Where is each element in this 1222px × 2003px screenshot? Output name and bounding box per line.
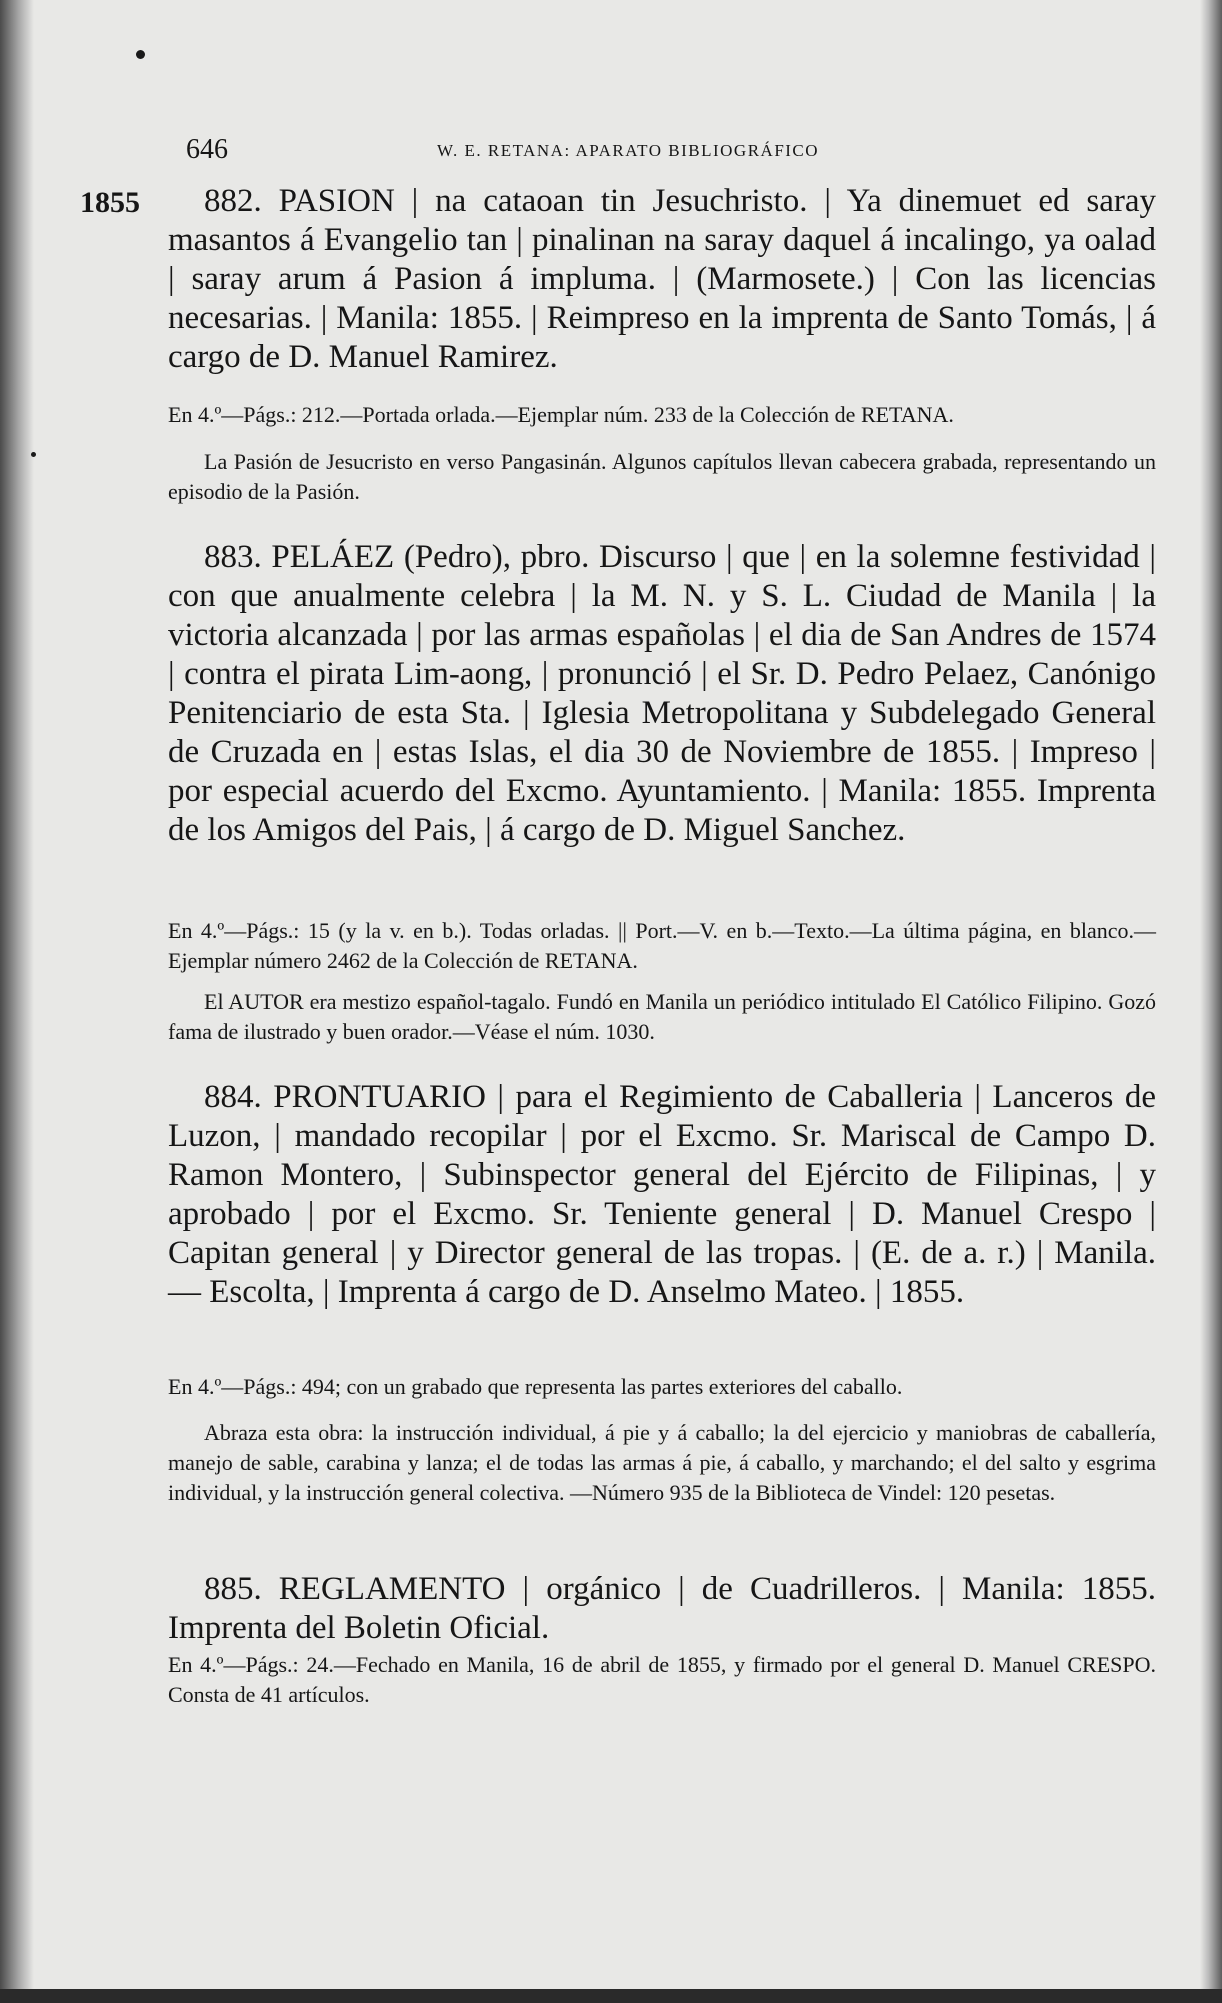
entry-884-description: En 4.º—Págs.: 494; con un grabado que representa las partes exteriores del caballo. bbox=[168, 1374, 903, 1399]
entry-885-title: 885. REGLAMENTO | orgánico | de Cuadrilleros. | Manila: 1855. Imprenta del Boletin Oficial. bbox=[168, 1571, 1156, 1646]
year-margin-note: 1855 bbox=[80, 186, 140, 219]
speck-mark bbox=[31, 452, 36, 457]
entry-882-title: 882. PASION | na cataoan tin Jesuchristo. | Ya dinemuet ed saray masantos á Evangelio tan | pinalinan na saray daquel á incalingo, ya oalad | saray arum á Pasion á impluma. | (Marmosete.) | Con las licencias necesarias. | Manila: 1855. | Reimpreso en la imprenta de Santo Tomás, | á cargo de D. Manuel Ramirez. bbox=[168, 183, 1156, 375]
entry-884-note: Abraza esta obra: la instrucción individual, á pie y á caballo; la del ejercicio y maniobras de caballería, manejo de sable, carabina y lanza; el de todas las armas á pie, á caballo, y marchando; el del salto y esgrima individual, y la instrucción general colectiva. —Número 935 de la Biblioteca de Vindel: 120 pesetas. bbox=[168, 1420, 1156, 1505]
scan-footer-strip bbox=[0, 1989, 1222, 2003]
entry-883-note: El AUTOR era mestizo español-tagalo. Fundó en Manila un periódico intitulado El Católico Filipino. Gozó fama de ilustrado y buen orador.—Véase el núm. 1030. bbox=[168, 989, 1156, 1044]
entry-882-description: En 4.º—Págs.: 212.—Portada orlada.—Ejemplar núm. 233 de la Colección de RETANA. bbox=[168, 402, 954, 427]
entry-884-title: 884. PRONTUARIO | para el Regimiento de Caballeria | Lanceros de Luzon, | mandado recopilar | por el Excmo. Sr. Mariscal de Campo D. Ramon Montero, | Subinspector general del Ejército de Filipinas, | y aprobado | por el Excmo. Sr. Teniente general | D. Manuel Crespo | Capitan general | y Director general de las tropas. | (E. de a. r.) | Manila. — Escolta, | Imprenta á cargo de D. Anselmo Mateo. | 1855. bbox=[168, 1079, 1156, 1310]
running-head: W. E. RETANA: APARATO BIBLIOGRÁFICO bbox=[437, 141, 820, 160]
left-page-shadow bbox=[0, 0, 34, 2003]
entry-885-description: En 4.º—Págs.: 24.—Fechado en Manila, 16 de abril de 1855, y firmado por el general D. Manuel CRESPO. Consta de 41 artículos. bbox=[168, 1652, 1156, 1707]
page-number: 646 bbox=[186, 134, 228, 165]
entry-882-note: La Pasión de Jesucristo en verso Pangasinán. Algunos capítulos llevan cabecera grabada, representando un episodio de la Pasión. bbox=[168, 449, 1156, 504]
right-page-shadow bbox=[1200, 0, 1222, 2003]
entry-883-description: En 4.º—Págs.: 15 (y la v. en b.). Todas orladas. || Port.—V. en b.—Texto.—La última página, en blanco.—Ejemplar número 2462 de la Colección de RETANA. bbox=[168, 918, 1156, 973]
entry-883-title: 883. PELÁEZ (Pedro), pbro. Discurso | que | en la solemne festividad | con que anualmente celebra | la M. N. y S. L. Ciudad de Manila | la victoria alcanzada | por las armas españolas | el dia de San Andres de 1574 | contra el pirata Lim-aong, | pronunció | el Sr. D. Pedro Pelaez, Canónigo Penitenciario de esta Sta. | Iglesia Metropolitana y Subdelegado General de Cruzada en | estas Islas, el dia 30 de Noviembre de 1855. | Impreso | por especial acuerdo del Excmo. Ayuntamiento. | Manila: 1855. Imprenta de los Amigos del Pais, | á cargo de D. Miguel Sanchez. bbox=[168, 539, 1156, 848]
page-header bbox=[182, 134, 912, 164]
speck-mark bbox=[136, 50, 145, 59]
